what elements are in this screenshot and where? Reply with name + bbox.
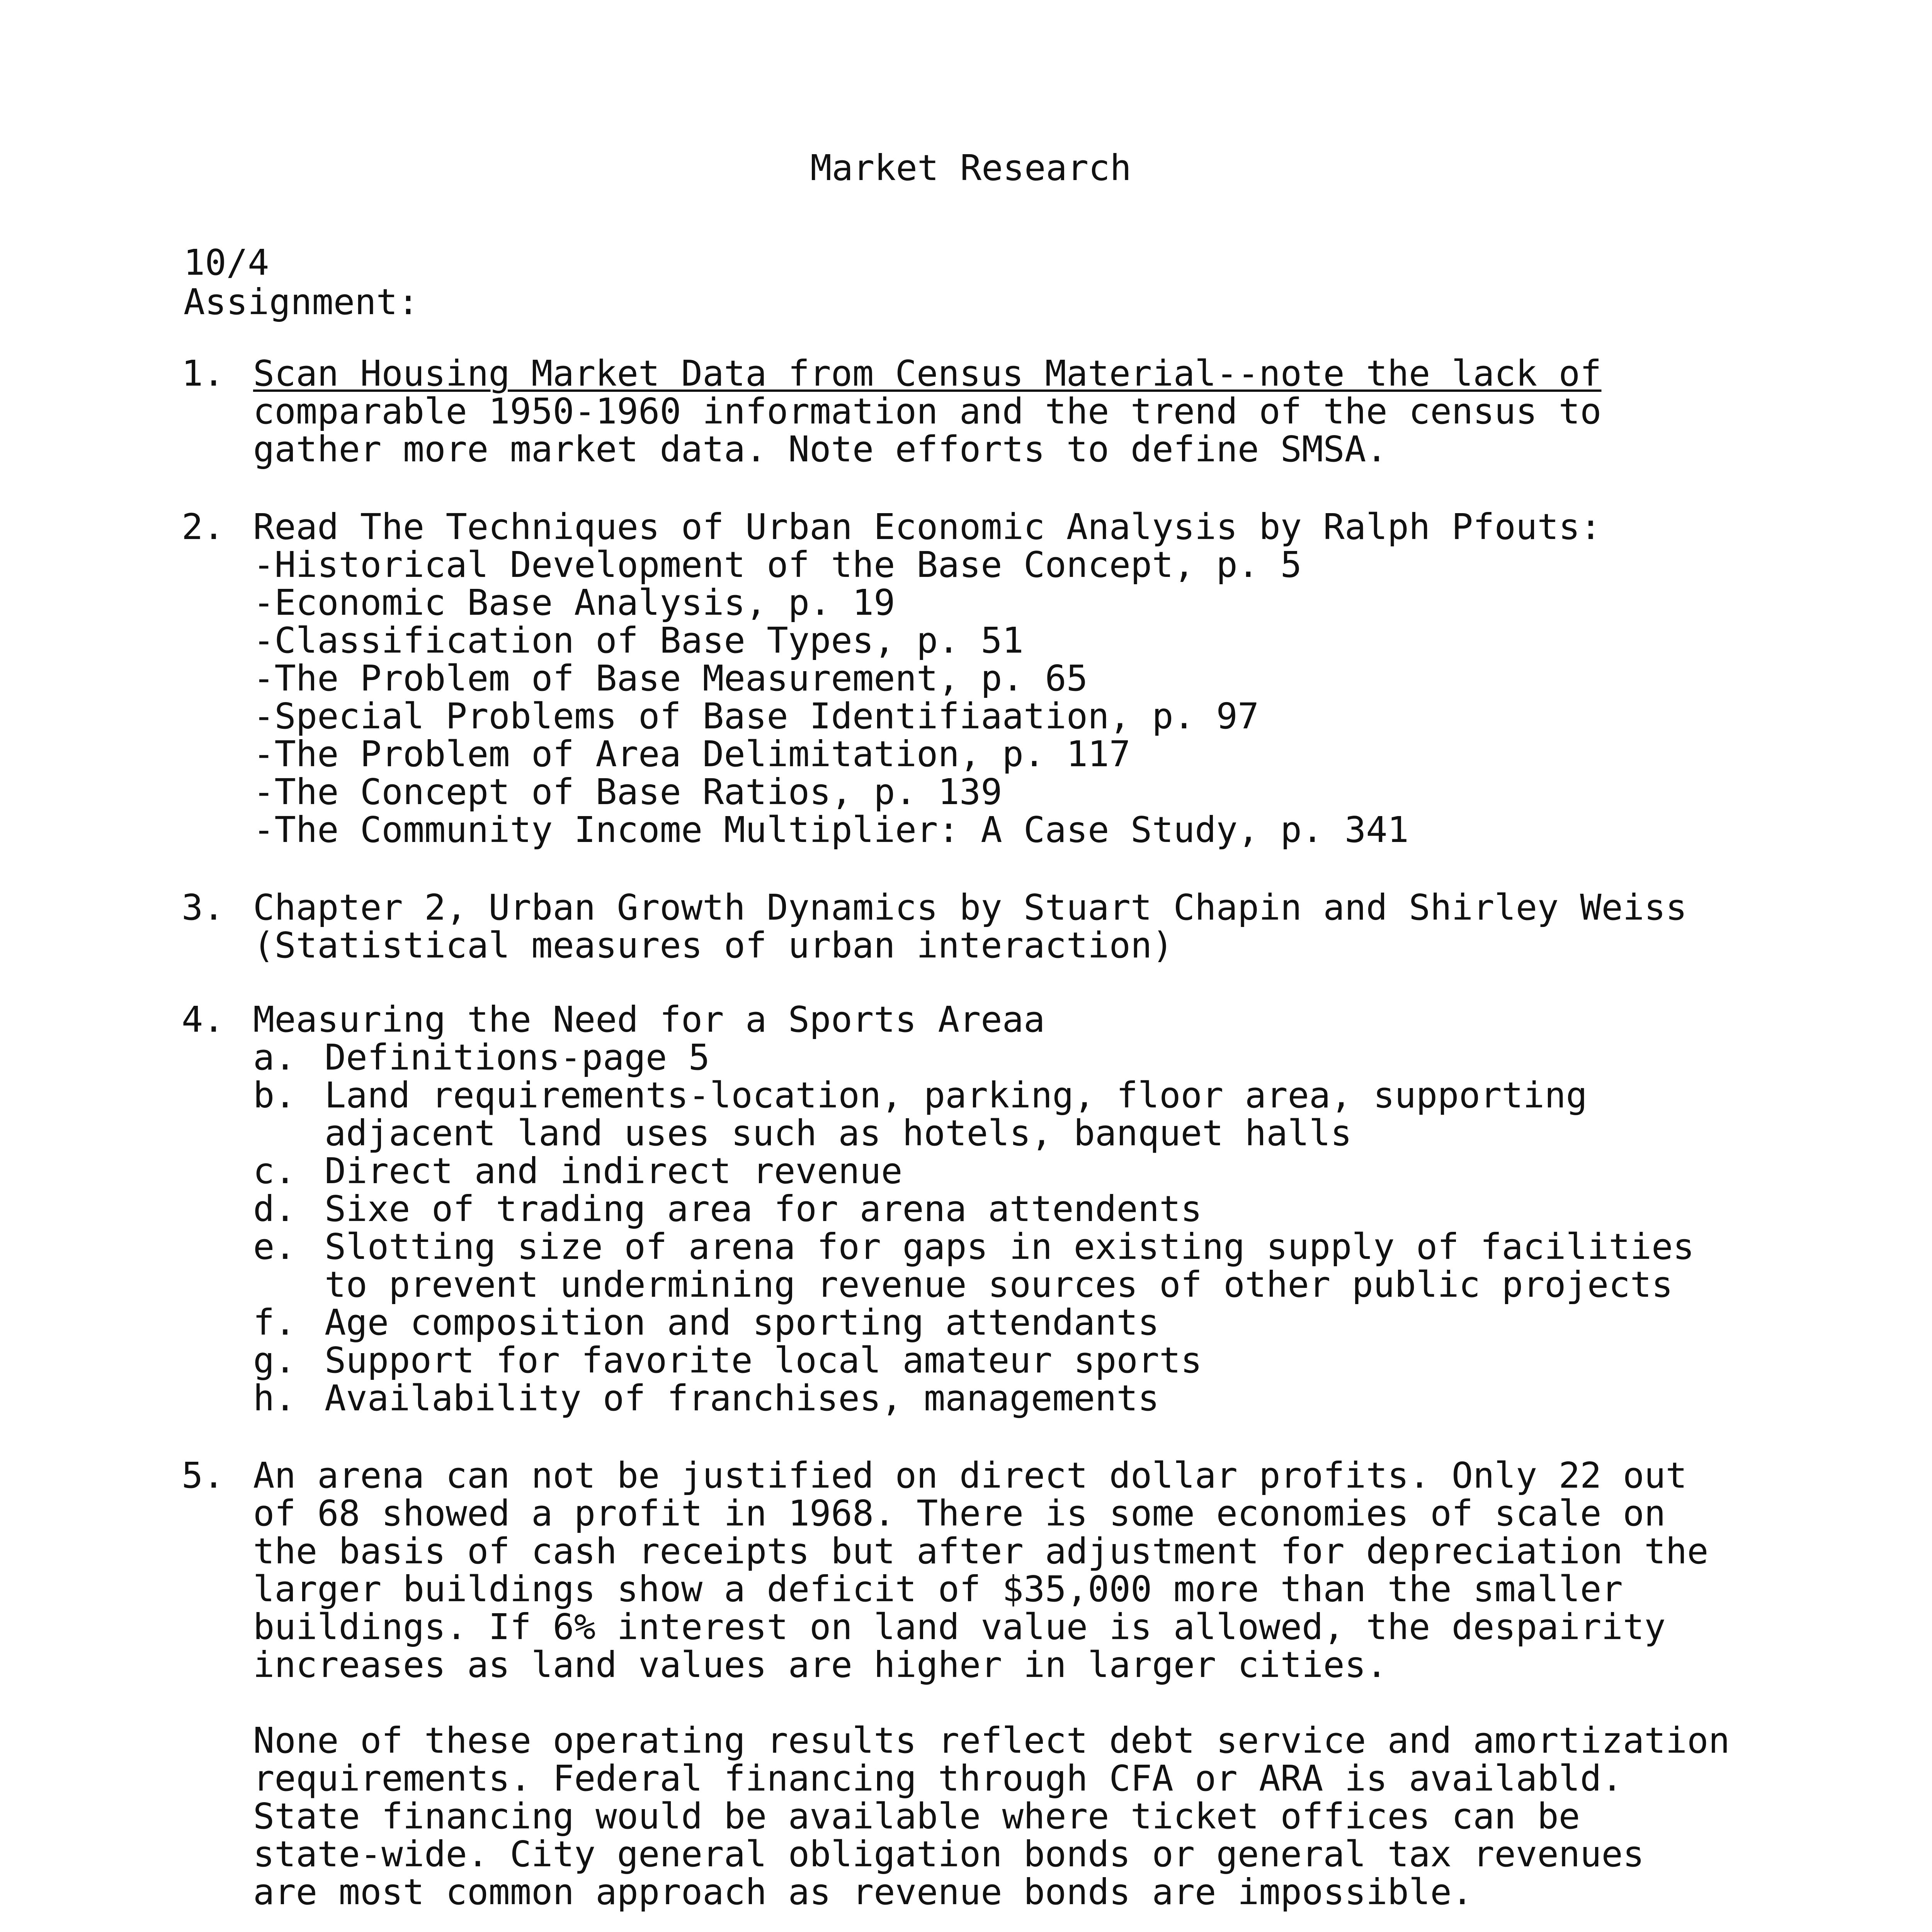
page-title: Market Research	[810, 147, 1131, 189]
paragraph-line: of 68 showed a profit in 1968. There is some economies of scale on	[253, 1493, 1666, 1534]
sub-item-g: g. Support for favorite local amateur sports	[253, 1340, 1202, 1381]
item-line: Chapter 2, Urban Growth Dynamics by Stuart Chapin and Shirley Weiss	[253, 887, 1687, 928]
assignment-label: Assignment:	[184, 281, 419, 323]
reading-chapter: -Historical Development of the Base Concept, p. 5	[253, 544, 1302, 585]
paragraph-line: requirements. Federal financing through CFA or ARA is availabld.	[253, 1758, 1623, 1799]
reading-chapter: -The Problem of Area Delimitation, p. 117	[253, 733, 1131, 775]
paragraph	[253, 1722, 1915, 1911]
paragraph-line: An arena can not be justified on direct dollar profits. Only 22 out	[253, 1455, 1687, 1496]
paragraph-line: buildings. If 6% interest on land value is allowed, the despairity	[253, 1606, 1666, 1648]
reading-chapter: -Special Problems of Base Identifiaation, p. 97	[253, 696, 1259, 737]
paragraph-line: the basis of cash receipts but after adjustment for depreciation the	[253, 1531, 1709, 1572]
item-heading: Measuring the Need for a Sports Areaa	[253, 999, 1045, 1040]
item-line: comparable 1950-1960 information and the trend of the census to	[253, 391, 1602, 432]
paragraph-line: increases as land values are higher in larger cities.	[253, 1644, 1388, 1685]
item-body	[253, 355, 1915, 468]
document-date: 10/4	[184, 242, 269, 283]
paragraph-line: larger buildings show a deficit of $35,000 more than the smaller	[253, 1568, 1623, 1610]
paragraph-line: None of these operating results reflect debt service and amortization	[253, 1720, 1730, 1761]
item-line: gather more market data. Note efforts to define SMSA.	[253, 429, 1388, 470]
item-number: 2.	[182, 506, 224, 548]
sub-item-e-continued: to prevent undermining revenue sources of other public projects	[325, 1264, 1673, 1305]
item-line: Scan Housing Market Data from Census Material--note the lack of	[253, 353, 1602, 394]
item-number: 5.	[182, 1455, 224, 1496]
reading-chapter: -The Community Income Multiplier: A Case Study, p. 341	[253, 809, 1409, 850]
sub-item-a: a. Definitions-page 5	[253, 1037, 710, 1078]
item-number: 3.	[182, 887, 224, 928]
paragraph-line: state-wide. City general obligation bonds or general tax revenues	[253, 1833, 1645, 1875]
item-number: 1.	[182, 353, 224, 394]
item-body	[253, 1457, 1915, 1911]
item-body	[253, 889, 1915, 964]
item-body	[253, 508, 1915, 849]
reading-chapter: -Classification of Base Types, p. 51	[253, 620, 1024, 661]
sub-item-h: h. Availability of franchises, managements	[253, 1378, 1160, 1419]
sub-item-b-continued: adjacent land uses such as hotels, banquet halls	[325, 1112, 1352, 1154]
reading-chapter: -The Problem of Base Measurement, p. 65	[253, 658, 1088, 699]
item-line: (Statistical measures of urban interaction)	[253, 925, 1173, 966]
paragraph-line: are most common approach as revenue bonds are impossible.	[253, 1871, 1473, 1913]
sub-item-e: e. Slotting size of arena for gaps in existing supply of facilities	[253, 1226, 1694, 1267]
reading-chapter: -The Concept of Base Ratios, p. 139	[253, 771, 1002, 813]
item-body	[253, 1001, 1915, 1417]
paragraph-line: State financing would be available where ticket offices can be	[253, 1796, 1580, 1837]
sub-item-d: d. Sixe of trading area for arena attendents	[253, 1188, 1202, 1230]
sub-item-c: c. Direct and indirect revenue	[253, 1150, 903, 1192]
reading-chapter: -Economic Base Analysis, p. 19	[253, 582, 895, 623]
sub-item-b: b. Land requirements-location, parking, floor area, supporting	[253, 1075, 1587, 1116]
item-number: 4.	[182, 999, 224, 1040]
sub-item-f: f. Age composition and sporting attendants	[253, 1302, 1160, 1343]
reading-citation: Read The Techniques of Urban Economic Analysis by Ralph Pfouts:	[253, 506, 1602, 548]
